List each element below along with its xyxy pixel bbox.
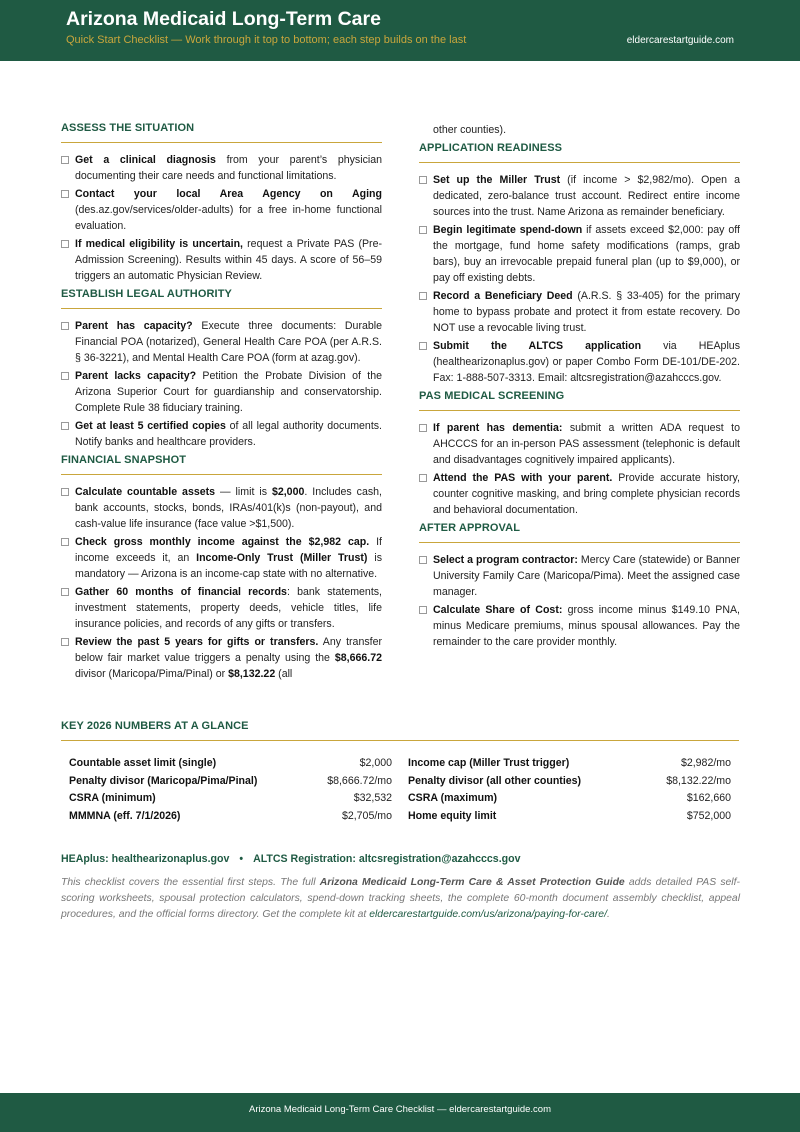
item-text: Mercy Care (statewide) or Banner University Family Care (Maricopa/Pima). Meet the assigned case manager.: [433, 554, 740, 598]
item-text: (des.az.gov/services/older-adults) for a free in-home functional evaluation.: [75, 204, 382, 232]
note-text: adds detailed PAS self-scoring worksheets, spousal protection calculators, spend-down tracking sheets, the complete 60-month document assembly checklist, appeal procedures, and the official forms directory. Get the complete kit at: [61, 877, 740, 920]
item-text: divisor (Maricopa/Pima/Pinal) or: [75, 668, 229, 680]
item-text: if assets exceed $2,000: pay off the mortgage, fund home safety modifications (ramps, grab bars), buy an irrevocable prepaid funeral plan (up to $9,000), or pay off existing debts.: [433, 224, 740, 284]
checkbox[interactable]: [61, 240, 69, 248]
checkbox[interactable]: [419, 292, 427, 300]
item-heading: Attend the PAS with your parent.: [433, 472, 613, 484]
checkbox[interactable]: [419, 424, 427, 432]
checklist-item: [61, 418, 382, 450]
header-site-link[interactable]: eldercarestartguide.com: [626, 35, 734, 46]
checklist-item: [419, 222, 740, 286]
checklist-item: [419, 602, 740, 650]
section-divider: [61, 474, 382, 475]
item-heading: Get a clinical diagnosis: [75, 154, 216, 166]
item-text: is mandatory — Arizona is an income-cap state with no alternative.: [75, 552, 382, 580]
guide-promo-note: [61, 875, 740, 923]
section-assess: [61, 122, 382, 284]
item-text: Any transfer below fair market value triggers a penalty using the: [75, 636, 382, 664]
item-heading: Record a Beneficiary Deed: [433, 290, 573, 302]
section-title: ESTABLISH LEGAL AUTHORITY: [61, 288, 232, 300]
key-label: Penalty divisor (Maricopa/Pima/Pinal): [69, 774, 258, 787]
section-after: [419, 522, 740, 650]
item-emphasis: $8,666.72: [334, 652, 382, 664]
section-title: ASSESS THE SITUATION: [61, 122, 195, 134]
key-numbers-section: [61, 720, 739, 825]
checklist-item: [61, 534, 382, 582]
checklist-item: [419, 338, 740, 386]
item-text: Petition the Probate Division of the Arizona Superior Court for guardianship and conservatorship. Complete Rule 38 fiduciary training.: [75, 370, 382, 414]
checkbox[interactable]: [419, 606, 427, 614]
checkbox[interactable]: [61, 322, 69, 330]
key-value: $752,000: [686, 809, 731, 822]
item-text: — limit is: [215, 486, 272, 498]
page-footer: [0, 1093, 800, 1132]
item-heading: If medical eligibility is uncertain,: [75, 238, 243, 250]
key-row: [408, 790, 731, 808]
item-text: (if income > $2,982/mo). Open a dedicated, zero-balance trust account. Redirect entire income sources into the trust. Name Arizona as remainder beneficiary.: [433, 174, 740, 218]
checklist-item: [61, 584, 382, 632]
section-divider: [61, 740, 739, 741]
checklist-item: [61, 634, 382, 682]
key-row: [69, 808, 392, 826]
item-heading: Set up the Miller Trust: [433, 174, 561, 186]
item-text: (A.R.S. § 33-405) for the primary home to bypass probate and protect it from estate recovery. Do NOT use a revocable living trust.: [433, 290, 740, 334]
key-label: Income cap (Miller Trust trigger): [408, 757, 570, 769]
item-heading: Get at least 5 certified copies: [75, 420, 226, 432]
item-text: If income exceeds it, an: [75, 536, 382, 564]
key-row: [69, 773, 392, 791]
item-text: of all legal authority documents. Notify banks and healthcare providers.: [75, 420, 382, 448]
item-heading: If parent has dementia:: [433, 422, 563, 434]
contact-links: [61, 853, 520, 865]
section-title: FINANCIAL SNAPSHOT: [61, 454, 187, 466]
item-heading: Review the past 5 years for gifts or transfers.: [75, 636, 319, 648]
checklist-item: [419, 288, 740, 336]
section-title: AFTER APPROVAL: [419, 522, 521, 534]
checklist-item: [61, 484, 382, 532]
checkbox[interactable]: [61, 422, 69, 430]
key-value: $2,705/mo: [341, 809, 392, 822]
key-label: CSRA (minimum): [69, 792, 156, 805]
key-numbers-right: [408, 755, 731, 825]
item-heading: Contact your local Area Agency on Aging: [75, 188, 382, 200]
checklist-item: [61, 186, 382, 234]
item-text: from your parent’s physician documenting their care needs and functional limitations.: [75, 154, 383, 182]
checklist-item: [61, 368, 382, 416]
key-value: $162,660: [686, 792, 731, 805]
key-label: Home equity limit: [408, 809, 497, 822]
key-value: $8,666.72/mo: [327, 774, 392, 787]
key-numbers-table: [61, 755, 739, 825]
item-text: . Includes cash, bank accounts, stocks, bonds, IRAs/401(k)s (non-payout), and cash-value life insurance (face value >$1,500).: [75, 486, 382, 530]
checkbox[interactable]: [61, 372, 69, 380]
checkbox[interactable]: [61, 538, 69, 546]
item-heading: Parent has capacity?: [75, 320, 193, 332]
checklist-item: [419, 172, 740, 220]
item-text: via HEAplus (healthearizonaplus.gov) or paper Combo Form DE-101/DE-202. Fax: 1-888-507-3313. Email: altcsregistration@azahcccs.gov.: [433, 340, 740, 384]
right-column: [419, 122, 740, 654]
checkbox[interactable]: [61, 488, 69, 496]
key-label: CSRA (maximum): [408, 792, 498, 805]
section-title: KEY 2026 NUMBERS AT A GLANCE: [61, 720, 249, 732]
item-text: Execute three documents: Durable Financial POA (notarized), General Health Care POA (per A.R.S. § 36-3221), and Mental Health Care POA (form at azag.gov).: [75, 320, 383, 364]
section-legal: [61, 288, 382, 450]
checklist-item: [419, 420, 740, 468]
altcs-registration-link[interactable]: ALTCS Registration: altcsregistration@azahcccs.gov: [253, 853, 521, 865]
key-label: MMMNA (eff. 7/1/2026): [69, 809, 181, 822]
checklist-item: [61, 236, 382, 284]
section-pas: [419, 390, 740, 518]
section-divider: [419, 410, 740, 411]
item-heading: Begin legitimate spend-down: [433, 224, 583, 236]
item-text: request a Private PAS (Pre-Admission Screening). Results within 45 days. A score of 56–59 triggers an automatic Physician Review.: [75, 238, 382, 282]
item-heading: Select a program contractor:: [433, 554, 578, 566]
section-divider: [419, 542, 740, 543]
item-emphasis: Income-Only Trust (Miller Trust): [196, 552, 368, 564]
item-emphasis: $8,132.22: [228, 668, 276, 680]
footer-text: Arizona Medicaid Long-Term Care Checklist — eldercarestartguide.com: [248, 1104, 551, 1115]
checkbox[interactable]: [61, 190, 69, 198]
item-heading: Gather 60 months of financial records: [75, 586, 287, 598]
key-row: [408, 773, 731, 791]
checkbox[interactable]: [419, 342, 427, 350]
key-value: $32,532: [353, 792, 392, 805]
key-row: [408, 808, 731, 826]
item-heading: Check gross monthly income against the $2,982 cap.: [75, 536, 370, 548]
link-separator: •: [239, 853, 244, 865]
key-label: Countable asset limit (single): [69, 757, 217, 769]
guide-link[interactable]: eldercarestartguide.com/us/arizona/paying-for-care/: [369, 909, 607, 920]
page-subtitle: Quick Start Checklist — Work through it top to bottom; each step builds on the last: [66, 34, 467, 46]
item-heading: Calculate Share of Cost:: [433, 604, 563, 616]
item-continuation: other counties).: [433, 124, 507, 136]
page-header: [0, 0, 800, 61]
key-value: $8,132.22/mo: [666, 774, 731, 787]
checkbox[interactable]: [61, 638, 69, 646]
section-financial: [61, 454, 382, 682]
item-text: gross income minus $149.10 PNA, minus Medicare premiums, minus spousal allowances. Pay the remainder to the care provider monthly.: [433, 604, 740, 648]
note-text: This checklist covers the essential first steps. The full: [61, 877, 320, 888]
checklist-item: [61, 152, 382, 184]
checkbox[interactable]: [419, 474, 427, 482]
key-label: Penalty divisor (all other counties): [408, 774, 582, 787]
item-heading: Submit the ALTCS application: [433, 340, 642, 352]
key-row: [69, 790, 392, 808]
checkbox[interactable]: [61, 156, 69, 164]
key-row: [408, 755, 731, 773]
checkbox[interactable]: [61, 588, 69, 596]
item-text: Provide accurate history, counter cognitive masking, and bring complete physician records and behavioral documentation.: [433, 472, 740, 516]
checkbox[interactable]: [419, 176, 427, 184]
checklist-item: [419, 552, 740, 600]
section-divider: [419, 162, 740, 163]
guide-title: Arizona Medicaid Long-Term Care & Asset Protection Guide: [319, 877, 625, 888]
key-value: $2,000: [359, 757, 392, 769]
item-text: submit a written ADA request to AHCCCS for an in-person PAS assessment (telephonic is default and disadvantages cognitively impaired applicants).: [433, 422, 740, 466]
key-row: [69, 755, 392, 773]
section-divider: [61, 308, 382, 309]
checklist-item: [61, 318, 382, 366]
section-title: APPLICATION READINESS: [419, 142, 563, 154]
note-text: .: [606, 909, 610, 920]
item-text: : bank statements, investment statements, property deeds, vehicle titles, life insurance policies, and records of any gifts or transfers.: [75, 586, 383, 630]
heaplus-link[interactable]: HEAplus: healthearizonaplus.gov: [61, 853, 230, 865]
section-divider: [61, 142, 382, 143]
item-emphasis: $2,000: [271, 486, 305, 498]
key-value: $2,982/mo: [680, 757, 731, 769]
left-column: [61, 122, 382, 686]
item-heading: Parent lacks capacity?: [75, 370, 197, 382]
checkbox[interactable]: [419, 226, 427, 234]
item-text: (all: [275, 668, 293, 680]
item-heading: Calculate countable assets: [75, 486, 216, 498]
section-title: PAS MEDICAL SCREENING: [419, 390, 565, 402]
checklist-item: [419, 470, 740, 518]
checkbox[interactable]: [419, 556, 427, 564]
section-application: [419, 142, 740, 386]
page-title: Arizona Medicaid Long-Term Care: [66, 8, 381, 30]
key-numbers-left: [69, 755, 392, 825]
